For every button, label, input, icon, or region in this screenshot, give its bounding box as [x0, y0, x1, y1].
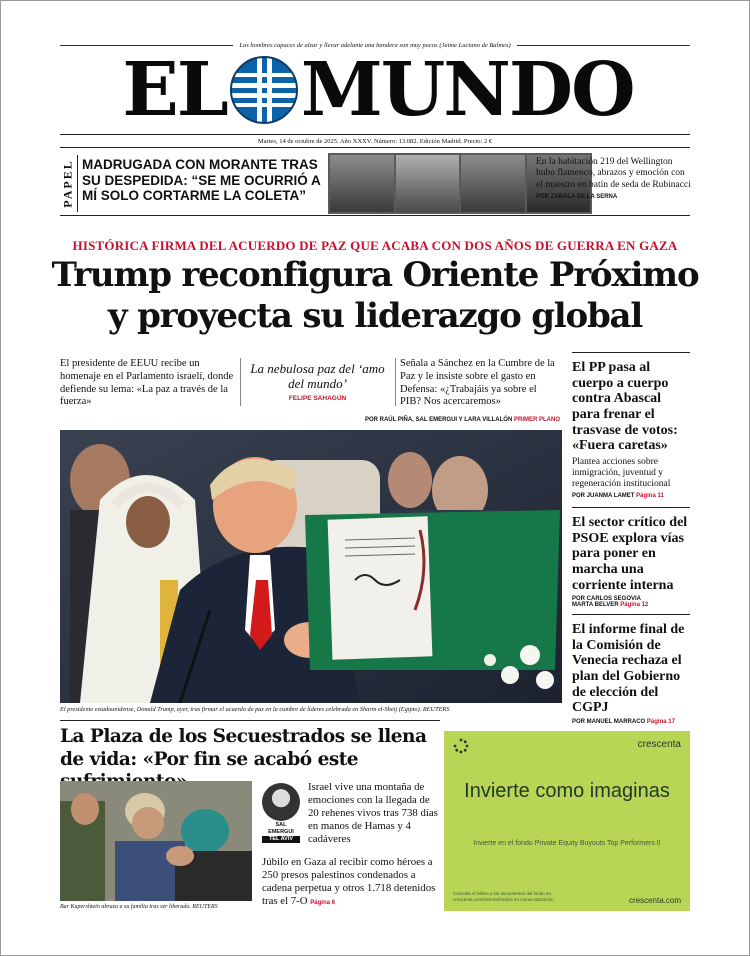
sidebar-headline: El sector crítico del PSOE explora vías para poner en marcha una corriente interna — [572, 515, 688, 593]
opinion-title: La nebulosa paz del ‘amo del mundo’ — [250, 361, 385, 391]
sidebar-story-pp[interactable] — [572, 360, 690, 499]
second-photo — [60, 781, 252, 901]
sidebar-byline: POR JUANMA LAMET Página 11 — [572, 492, 664, 499]
opinion-box[interactable] — [245, 362, 390, 402]
papel-teaser[interactable] — [60, 151, 690, 216]
ad-footnote: Consulta el folleto y los documentos del fondo en crescenta.com/invierte/fondos en comercialización — [453, 891, 554, 902]
issue-line-row — [60, 134, 690, 148]
motto: Los hombres capaces de alzar y llevar adelante una bandera son muy pocos (Jaime Luciano de Balmes) — [239, 41, 511, 49]
main-headline[interactable]: Trump reconfigura Oriente Próximo y proyecta su liderazgo global — [51, 255, 699, 336]
main-photo-caption: El presidente estadounidense, Donald Trump, ayer, tras firmar el acuerdo de paz en la cumbre de líderes celebrada en Sharm el-Sheij (Egipto). REUTERS — [60, 706, 450, 713]
ad-brand: crescenta — [637, 739, 681, 750]
papel-text: En la habitación 219 del Wellington hubo flamenco, abrazos y emoción con el maestro en batín de seda de Rubinacci POR ZABALA DE LA SERNA — [536, 157, 691, 201]
globe-logo-icon — [229, 55, 299, 125]
issue-line: Martes, 14 de octubre de 2025. Año XXXV. Número: 13.082. Edición Madrid. Precio: 2 € — [257, 137, 493, 145]
sidebar-headline: El PP pasa al cuerpo a cuerpo contra Abascal para frenar el trasvase de votos: «Fuera caretas» — [572, 360, 678, 454]
masthead-el: EL — [122, 47, 227, 133]
sidebar-byline: POR MANUEL MARRACO Página 17 — [572, 719, 675, 726]
second-headline[interactable]: La Plaza de los Secuestrados se llena de vida: «Por fin se acabó este — [60, 726, 427, 770]
ad-url[interactable]: crescenta.com — [628, 896, 681, 905]
main-photo — [60, 430, 562, 703]
ad-subtitle: Invierte en el fondo Private Equity Buyouts Top Performers II — [473, 840, 661, 847]
main-lead-left: El presidente de EEUU recibe un homenaje en el Parlamento israelí, donde defiende su lema: «La paz a través de la fuerza» — [60, 358, 234, 408]
main-kicker: HISTÓRICA FIRMA DEL ACUERDO DE PAZ QUE ACABA CON DOS AÑOS DE GUERRA EN GAZA — [72, 238, 678, 253]
ad-title: Invierte como imaginas — [464, 780, 670, 802]
sidebar-headline: El informe final de la Comisión de Venecia rechaza el plan del Gobierno de elección del CGPJ — [572, 622, 685, 716]
papel-headline[interactable]: MADRUGADA CON MORANTE TRAS SU DESPEDIDA: “SE ME OCURRIÓ A MÍ SOLO CORTARME LA COLETA” — [82, 157, 321, 204]
opinion-author: FELIPE SAHAGÚN — [288, 394, 347, 402]
sidebar-body: Plantea acciones sobre inmigración, juventud y regeneración institucional — [572, 457, 671, 489]
masthead — [118, 47, 638, 133]
second-story-a: Israel vive una montaña de emociones con la llegada de 20 rehenes vivos tras 738 días en manos de Hamas y 4 cadáveres — [308, 781, 438, 845]
crescenta-ad[interactable] — [444, 731, 690, 911]
papel-label: PAPEL — [60, 159, 75, 208]
masthead-mundo: MUNDO — [300, 47, 634, 133]
main-byline: POR RAÚL PIÑA, SAL EMERGUI Y LARA VILLALÓN PRIMER PLANO — [364, 417, 560, 423]
sidebar-byline: POR CARLOS SEGOVIA MARTA BELVER Página 12 — [572, 596, 649, 609]
crescenta-logo-icon — [453, 738, 469, 754]
main-lead-right: Señala a Sánchez en la Cumbre de la Paz y le insiste sobre el gasto en Defensa: «¿Trabajáis ya sobre el PIB? Nos acercaremos» — [400, 358, 555, 408]
papel-author: POR ZABALA DE LA SERNA — [536, 194, 618, 201]
columnist-avatar — [262, 783, 300, 821]
columnist-label: SAL EMERGUI TEL AVIV — [262, 822, 300, 843]
sidebar-story-psoe[interactable] — [572, 515, 690, 608]
second-story-b: Júbilo en Gaza al recibir como héroes a 250 presos palestinos condenados a cadena perpetua y otros 1.718 detenidos tras el 7-O Página 6 — [262, 856, 436, 907]
sidebar-story-venecia[interactable] — [572, 622, 690, 725]
second-photo-caption: Bar Kupershtein abraza a su familia tras ser liberado. REUTERS — [60, 904, 218, 910]
